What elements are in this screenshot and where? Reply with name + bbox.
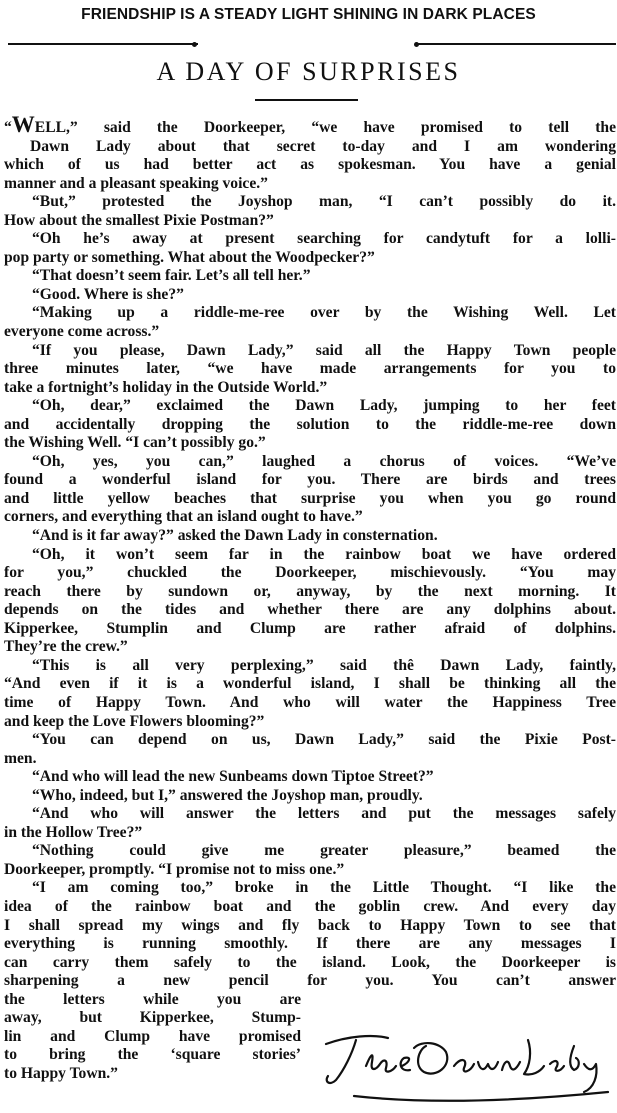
article-line: which of us had better act as spokesman. You have a genial	[4, 156, 616, 174]
article-line: men.	[4, 749, 37, 767]
header-divider	[0, 40, 617, 48]
article-line: Doorkeeper, promptly. “I promise not to miss one.”	[4, 860, 345, 878]
article-line: “Who, indeed, but I,” answered the Joyshop man, proudly.	[32, 786, 423, 804]
article-line: “Oh, yes, you can,” laughed a chorus of voices. “We’ve	[32, 452, 616, 470]
article-line: depends on the tides and whether there are any dolphins about.	[4, 601, 616, 619]
article-line: “Oh he’s away at present searching for candytuft for a lolli-	[32, 230, 616, 248]
article-line: They’re the crew.”	[4, 638, 128, 656]
article-line: corners, and everything that an island ought to have.”	[4, 508, 363, 526]
divider-dot-left	[192, 42, 197, 47]
article-line: “But,” protested the Joyshop man, “I can’t possibly do it.	[32, 193, 616, 211]
article-line: away, but Kipperkee, Stump-	[4, 1009, 301, 1027]
article-title: A DAY OF SURPRISES	[156, 57, 461, 86]
article-line: the letters while you are	[4, 990, 301, 1008]
author-signature	[318, 1026, 613, 1106]
motto-header: FRIENDSHIP IS A STEADY LIGHT SHINING IN DARK PLACES	[81, 6, 536, 23]
article-line: can carry them safely to the island. Look, the Doorkeeper is	[4, 953, 616, 971]
article-line: “And who will lead the new Sunbeams down Tiptoe Street?”	[32, 768, 434, 786]
article-line: in the Hollow Tree?”	[4, 823, 143, 841]
article-line: “And is it far away?” asked the Dawn Lady in consternation.	[32, 527, 438, 545]
article-line: How about the smallest Pixie Postman?”	[4, 211, 274, 229]
article-line: “Making up a riddle-me-ree over by the Wishing Well. Let	[32, 304, 616, 322]
article-line: “Nothing could give me greater pleasure,” beamed the	[32, 842, 616, 860]
article-line: “If you please, Dawn Lady,” said all the Happy Town people	[32, 341, 616, 359]
title-underline	[255, 99, 358, 101]
article-line: pop party or something. What about the Woodpecker?”	[4, 248, 375, 266]
article-line: to Happy Town.”	[4, 1064, 118, 1082]
article-line: everything is running smoothly. If there are any messages I	[4, 935, 616, 953]
article-line: “That doesn’t seem fair. Let’s all tell her.”	[32, 267, 311, 285]
article-line	[4, 112, 616, 138]
article-line: the Wishing Well. “I can’t possibly go.”	[4, 434, 266, 452]
article-line: to bring the ‘square stories’	[4, 1046, 301, 1064]
article-line: “Good. Where is she?”	[32, 285, 184, 303]
article-line: “Oh, it won’t seem far in the rainbow boat we have ordered	[32, 545, 616, 563]
article-line: for you,” chuckled the Doorkeeper, mischievously. “You may	[4, 564, 616, 582]
article-line: “You can depend on us, Dawn Lady,” said the Pixie Post-	[32, 731, 616, 749]
article-line: “And who will answer the letters and put the messages safely	[32, 805, 616, 823]
article-line: reach there by sundown or, anyway, by the next morning. It	[4, 582, 616, 600]
opening-quote: “	[4, 119, 12, 136]
article-line: “This is all very perplexing,” said thê Dawn Lady, faintly,	[32, 656, 616, 674]
article-line: Kipperkee, Stumplin and Clump are rather afraid of dolphins.	[4, 619, 616, 637]
article-line: idea of the rainbow boat and the goblin crew. And every day	[4, 897, 616, 915]
signature-graphic	[318, 1026, 613, 1106]
article-line: everyone come across.”	[4, 323, 160, 341]
drop-cap: W	[11, 112, 35, 137]
article-body	[4, 112, 616, 1083]
divider-dot-right	[414, 42, 419, 47]
article-line: take a fortnight’s holiday in the Outside World.”	[4, 378, 328, 396]
divider-left	[8, 43, 198, 45]
article-line: sharpening a new pencil for you. You can’t answer	[4, 972, 616, 990]
article-line: and keep the Love Flowers blooming?”	[4, 712, 265, 730]
article-line: and little yellow beaches that surprise you when you go round	[4, 489, 616, 507]
article-line: I shall spread my wings and fly back to Happy Town to see that	[4, 916, 616, 934]
divider-right	[416, 43, 616, 45]
article-line: “And even if it is a wonderful island, I shall be thinking all the	[4, 675, 616, 693]
article-line: Dawn Lady about that secret to-day and I am wondering	[30, 137, 616, 155]
article-line: three minutes later, “we have made arrangements for you to	[4, 360, 616, 378]
line-text: ELL,” said the Doorkeeper, “we have promised to tell the	[34, 119, 616, 136]
article-line: lin and Clump have promised	[4, 1027, 301, 1045]
article-line: “Oh, dear,” exclaimed the Dawn Lady, jumping to her feet	[32, 397, 616, 415]
article-line: and accidentally dropping the solution to the riddle-me-ree down	[4, 415, 616, 433]
article-line: “I am coming too,” broke in the Little Thought. “I like the	[32, 879, 616, 897]
article-line: found a wonderful island for you. There are birds and trees	[4, 471, 616, 489]
article-line: manner and a pleasant speaking voice.”	[4, 174, 268, 192]
article-line: time of Happy Town. And who will water the Happiness Tree	[4, 693, 616, 711]
